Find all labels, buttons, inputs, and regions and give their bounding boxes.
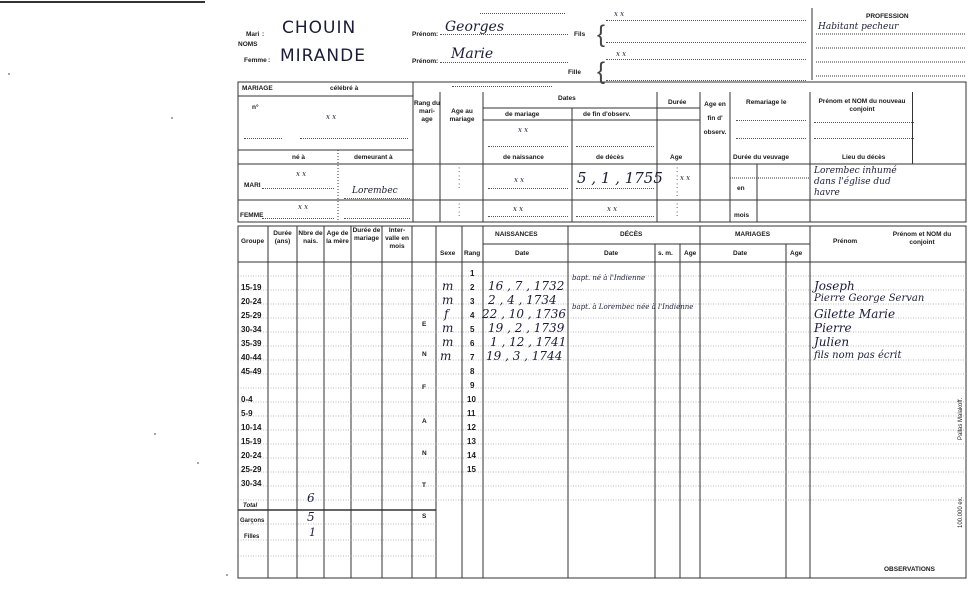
group-label: 0-4 — [241, 395, 253, 404]
fin-observ-label: de fin d'observ. — [583, 111, 631, 118]
rank-number: 9 — [470, 381, 475, 390]
child-deces-note: bapt. à Lorembec née à l'Indienne — [572, 303, 694, 311]
print-run-text: 100.000 ex. — [958, 496, 964, 528]
mari-prenom: Georges — [445, 19, 505, 35]
ne-a-label: né à — [292, 154, 306, 161]
rank-number: 14 — [467, 451, 476, 460]
mari-nom: CHOUIN — [282, 18, 357, 38]
rank-number: 3 — [470, 297, 475, 306]
rang-mariage-label: Rang du mari-age — [414, 100, 440, 123]
mois-label: mois — [734, 212, 750, 219]
vertical-letter: T — [422, 482, 426, 489]
femme-row-label: FEMME — [240, 212, 264, 219]
group-label: 30-34 — [241, 479, 262, 488]
celebre-label: célébré à — [330, 85, 359, 92]
group-label: 5-9 — [241, 409, 253, 418]
duree-ans-header: Durée (ans) — [273, 230, 292, 245]
fille-mark: x x — [616, 50, 627, 58]
deces-age-header: Age — [684, 250, 697, 257]
profession-label: PROFESSION — [866, 13, 909, 20]
fille-label: Fille — [568, 69, 582, 76]
rank-number: 4 — [470, 311, 475, 320]
group-label: 30-34 — [241, 325, 262, 334]
observations-label: OBSERVATIONS — [884, 566, 935, 573]
mari-row-label: MARI — [244, 182, 261, 189]
femme-nom: MIRANDE — [280, 46, 366, 66]
rank-number: 6 — [470, 339, 475, 348]
rank-number: 2 — [470, 283, 475, 292]
nbre-nais-header: Nbre de nais. — [298, 230, 323, 245]
rank-number: 5 — [470, 325, 475, 334]
group-label: 25-29 — [241, 465, 262, 474]
group-label: 15-19 — [241, 437, 262, 446]
vertical-letter: F — [422, 384, 426, 391]
garcons-value: 5 — [307, 510, 315, 524]
rank-number: 12 — [467, 423, 476, 432]
rank-number: 1 — [470, 269, 475, 278]
groupe-header: Groupe — [241, 238, 265, 245]
child-prenom: Joseph — [814, 279, 855, 293]
femme-ne-mark: x x — [298, 203, 309, 211]
mari-naissance-mark: x x — [514, 176, 525, 184]
group-label: 25-29 — [241, 311, 262, 320]
child-birth-date: 1 , 12 , 1741 — [490, 335, 567, 349]
vertical-letter: S — [422, 513, 427, 520]
child-birth-date: 16 , 7 , 1732 — [488, 279, 565, 293]
group-label: 40-44 — [241, 353, 262, 362]
child-birth-date: 19 , 2 , 1739 — [488, 321, 565, 335]
child-deces-note: bapt. né à l'Indienne — [572, 274, 646, 282]
group-label: 15-19 — [241, 283, 262, 292]
group-label: 20-24 — [241, 451, 262, 460]
mari-deces-date: 5 , 1 , 1755 — [577, 169, 663, 187]
deces-header: DÉCÈS — [620, 231, 643, 238]
group-label: 10-14 — [241, 423, 262, 432]
duree-mariage-header: Durée de mariage — [352, 227, 381, 242]
mariage-title: MARIAGE — [242, 85, 273, 92]
rang-header: Rang — [464, 250, 481, 257]
en-label: en — [737, 185, 745, 192]
age-label: Age — [670, 154, 683, 161]
naissances-header: NAISSANCES — [495, 231, 538, 238]
dates-title: Dates — [558, 95, 576, 102]
rank-number: 10 — [467, 395, 476, 404]
mariages-header: MARIAGES — [735, 231, 771, 238]
vertical-letter: N — [422, 450, 427, 457]
header-dotted-top — [480, 13, 565, 14]
child-birth-date: 2 , 4 , 1734 — [488, 293, 557, 307]
child-birth-date: 22 , 10 , 1736 — [482, 307, 566, 321]
intervalle-header: Inter-valle en mois — [385, 227, 409, 250]
de-deces-label: de décès — [596, 154, 624, 161]
fils-mark: x x — [614, 10, 625, 18]
vertical-letter: E — [422, 321, 427, 328]
age-mari-mark: x x — [680, 174, 691, 182]
group-label: 20-24 — [241, 297, 262, 306]
filles-value: 1 — [309, 526, 316, 539]
duree-label: Durée — [668, 99, 687, 106]
group-label: 35-39 — [241, 339, 262, 348]
femme-prenom-label: Prénom — [412, 58, 437, 65]
child-birth-date: 19 , 3 , 1744 — [486, 349, 563, 363]
femme-label: Femme — [244, 57, 267, 64]
de-naissance-label: de naissance — [503, 154, 544, 161]
child-sexe: m — [442, 335, 454, 349]
child-sexe: m — [442, 321, 454, 335]
age-fin-observ-label: Age en fin d' observ. — [703, 101, 727, 136]
conjoint-header: Prénom et NOM du conjoint — [892, 231, 952, 246]
lieu-deces-label: Lieu du décès — [842, 154, 886, 161]
mari-ne-mark: x x — [296, 170, 307, 178]
mari-prenom-label: Prénom — [412, 31, 437, 38]
deces-date-header: Date — [604, 250, 619, 257]
femme-deces-mark: x x — [607, 205, 618, 213]
group-label: 45-49 — [241, 367, 262, 376]
mariages-date-header: Date — [733, 250, 748, 257]
child-sexe: f — [444, 307, 449, 321]
child-prenom: Julien — [814, 335, 850, 349]
naissances-date-header: Date — [515, 250, 530, 257]
mariage-date-mark: x x — [518, 126, 529, 134]
fils-label: Fils — [574, 31, 586, 38]
child-prenom: Gilette Marie — [814, 307, 896, 321]
mariage-no-label: n° — [252, 104, 259, 111]
demeurant-a-label: demeurant à — [354, 154, 393, 161]
mariage-lieu-mark: x x — [326, 113, 337, 121]
printer-text: Pallas Malakoff. — [958, 397, 964, 440]
profession-value: Habitant pecheur — [818, 22, 899, 32]
rank-number: 8 — [470, 367, 475, 376]
filles-label: Filles — [244, 534, 260, 540]
femme-naissance-mark: x x — [513, 205, 524, 213]
noms-label: NOMS — [238, 41, 258, 48]
deces-sm-header: s. m. — [658, 250, 673, 257]
age-mere-header: Age de la mère — [326, 230, 349, 245]
remariage-label: Remariage le — [746, 99, 787, 106]
total-value: 6 — [307, 491, 315, 505]
mari-demeurant: Lorembec — [352, 186, 398, 196]
garcons-label: Garçons — [240, 518, 265, 524]
child-sexe: m — [442, 279, 454, 293]
vertical-letter: N — [422, 351, 427, 358]
sexe-header: Sexe — [440, 250, 456, 257]
total-label: Total — [243, 503, 258, 509]
rank-number: 7 — [470, 353, 475, 362]
child-sexe: m — [440, 349, 452, 363]
child-prenom: fils nom pas écrit — [814, 350, 902, 361]
rank-number: 15 — [467, 465, 476, 474]
rank-number: 11 — [467, 409, 476, 418]
prenom-header: Prénom — [833, 238, 858, 245]
child-prenom: Pierre George Servan — [814, 293, 925, 304]
mari-label: Mari — [246, 31, 260, 38]
rank-number: 13 — [467, 437, 476, 446]
duree-veuvage-label: Durée du veuvage — [733, 154, 789, 161]
child-prenom: Pierre — [814, 321, 852, 335]
vertical-letter: A — [422, 418, 427, 425]
mariages-age-header: Age — [790, 250, 803, 257]
child-sexe: m — [442, 293, 454, 307]
lieu-deces-value: Lorembec inhumé dans l'église dud havre — [814, 166, 897, 198]
femme-prenom: Marie — [451, 46, 494, 62]
de-mariage-label: de mariage — [505, 111, 540, 118]
nouveau-conjoint-label: Prénom et NOM du nouveau conjoint — [818, 98, 906, 113]
age-mariage-label: Age au mariage — [449, 108, 475, 123]
